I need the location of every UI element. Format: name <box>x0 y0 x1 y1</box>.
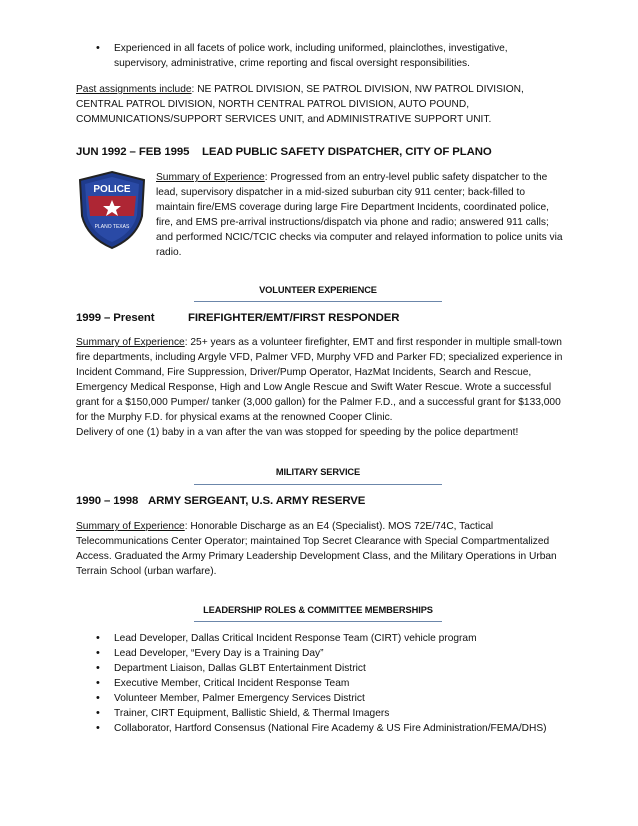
dispatcher-summary-label: Summary of Experience <box>156 172 265 183</box>
dispatcher-summary-text: : Progressed from an entry-level public safety dispatcher to the lead, supervisory dispatcher in a mid-sized suburban city 911 center; back-filled to maintain fire/EMS coverage during large Fire Department Incidents, coordinated police, fire, and EMS pre-arrival instructions/dispatch via phone and radio; answered 911 calls; and performed NCIC/TCIC checks via computer and relayed information to police units via radio. <box>156 172 563 258</box>
police-badge-icon <box>76 170 148 250</box>
military-job-header <box>76 494 556 508</box>
list-item: • Department Liaison, Dallas GLBT Entertainment District <box>92 661 572 676</box>
volunteer-summary-label: Summary of Experience <box>76 337 185 348</box>
dispatcher-summary <box>156 170 564 260</box>
list-item: • Lead Developer, Dallas Critical Incident Response Team (CIRT) vehicle program <box>92 631 572 646</box>
volunteer-heading: VOLUNTEER EXPERIENCE <box>259 285 377 295</box>
volunteer-title: FIREFIGHTER/EMT/FIRST RESPONDER <box>188 312 400 324</box>
dispatcher-title: LEAD PUBLIC SAFETY DISPATCHER, CITY OF PLANO <box>202 146 492 158</box>
police-badge-graphic <box>76 170 148 250</box>
military-summary-text: : Honorable Discharge as an E4 (Specialist). MOS 72E/74C, Tactical Telecommunications Center Operator; maintained Top Secret Clearance with Special Compartmentalized Access. Graduated the Army Primary Leadership Development Class, and the Military Operations in Urban Terrain School (urban warfare). <box>76 521 557 577</box>
dispatcher-dates: JUN 1992 – FEB 1995 <box>76 146 190 158</box>
badge-top-text: POLICE <box>93 184 131 195</box>
volunteer-summary-text: : 25+ years as a volunteer firefighter, EMT and first responder in multiple small-town fire departments, including Argyle VFD, Palmer VFD, Murphy VFD and Parker FD; specialized experience in Incident Command, Fire Suppression, Driver/Pump Operator, HazMat Incidents, Search and Rescue, Emergency Medical Response, High and Low Angle Rescue and Swift Water Rescue. Wrote a successful grant for a $150,000 Pumper/ tanker (3,000 gallon) for the Palmer F.D., and a successful grant for $133,000 for the Murphy F.D. for physical exams at the renowned Cooper Clinic. <box>76 337 563 423</box>
military-divider <box>194 484 442 485</box>
volunteer-divider <box>194 301 442 302</box>
badge-bottom-text: PLANO TEXAS <box>94 224 130 230</box>
list-item: • Trainer, CIRT Equipment, Ballistic Shield, & Thermal Imagers <box>92 706 572 721</box>
military-summary-label: Summary of Experience <box>76 521 185 532</box>
volunteer-extra: Delivery of one (1) baby in a van after the van was stopped for speeding by the police department! <box>76 427 519 438</box>
past-assignments-text: : NE PATROL DIVISION, SE PATROL DIVISION, NW PATROL DIVISION, CENTRAL PATROL DIVISION, NORTH CENTRAL PATROL DIVISION, AUTO POUND, COMMUNICATIONS/SUPPORT SERVICES UNIT, and ADMINISTRATIVE SUPPORT UNIT. <box>76 84 524 125</box>
military-heading: MILITARY SERVICE <box>275 467 361 477</box>
list-item: • Executive Member, Critical Incident Response Team <box>92 676 572 691</box>
leadership-divider <box>194 621 442 622</box>
list-item: • Collaborator, Hartford Consensus (National Fire Academy & US Fire Administration/FEMA/DHS) <box>92 721 572 736</box>
experience-bullet-list <box>92 41 538 71</box>
volunteer-summary <box>76 335 564 440</box>
list-item: • Volunteer Member, Palmer Emergency Services District <box>92 691 572 706</box>
dispatcher-job-header <box>76 145 556 159</box>
past-assignments-label: Past assignments include <box>76 84 192 95</box>
military-summary <box>76 519 558 579</box>
list-item: • Experienced in all facets of police work, including uniformed, plainclothes, investigative, supervisory, administrative, crime reporting and fiscal oversight responsibilities. <box>92 41 538 71</box>
past-assignments <box>76 82 552 127</box>
military-title: ARMY SERGEANT, U.S. ARMY RESERVE <box>148 495 366 507</box>
volunteer-job-header <box>76 311 556 325</box>
leadership-heading: LEADERSHIP ROLES & COMMITTEE MEMBERSHIPS <box>203 605 433 615</box>
list-item: • Lead Developer, “Every Day is a Training Day” <box>92 646 572 661</box>
military-dates: 1990 – 1998 <box>76 495 139 507</box>
leadership-list <box>92 631 572 736</box>
volunteer-dates: 1999 – Present <box>76 312 155 324</box>
